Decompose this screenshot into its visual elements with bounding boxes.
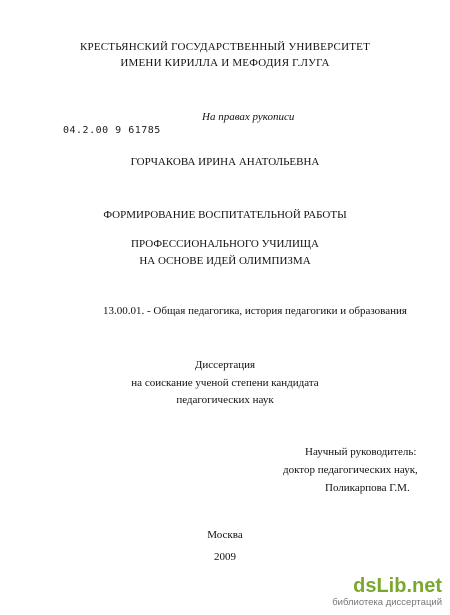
logo-part-lib: Lib.net <box>376 575 442 597</box>
dissertation-label: Диссертация <box>194 359 256 371</box>
manuscript-note: На правах рукописи <box>202 111 295 123</box>
university-name-line1: КРЕСТЬЯНСКИЙ ГОСУДАРСТВЕННЫЙ УНИВЕРСИТЕТ <box>80 41 370 53</box>
archive-stamp-number: 04.2.00 9 61785 <box>63 125 161 136</box>
advisor-degree: доктор педагогических наук, <box>283 464 418 476</box>
year: 2009 <box>214 551 236 563</box>
advisor-name: Поликарпова Г.М. <box>325 482 410 494</box>
thesis-title-line3: НА ОСНОВЕ ИДЕЙ ОЛИМПИЗМА <box>139 255 311 267</box>
university-name-line2: ИМЕНИ КИРИЛЛА И МЕФОДИЯ Г.ЛУГА <box>120 57 330 69</box>
city: Москва <box>207 529 243 541</box>
dslib-subtitle: библиотека диссертаций <box>332 597 442 608</box>
advisor-label: Научный руководитель: <box>305 446 417 458</box>
author-name: ГОРЧАКОВА ИРИНА АНАТОЛЬЕВНА <box>130 156 320 168</box>
thesis-title-line2: ПРОФЕССИОНАЛЬНОГО УЧИЛИЩА <box>131 238 319 250</box>
thesis-title-line1: ФОРМИРОВАНИЕ ВОСПИТАТЕЛЬНОЙ РАБОТЫ <box>103 209 347 221</box>
dslib-logo <box>353 575 442 597</box>
degree-description: на соискание ученой степени кандидата <box>131 377 319 389</box>
specialty-code: 13.00.01. - Общая педагогика, история педагогики и образования <box>103 305 407 317</box>
degree-field: педагогических наук <box>176 394 274 406</box>
dslib-watermark <box>292 575 442 611</box>
logo-part-ds: ds <box>353 575 377 597</box>
